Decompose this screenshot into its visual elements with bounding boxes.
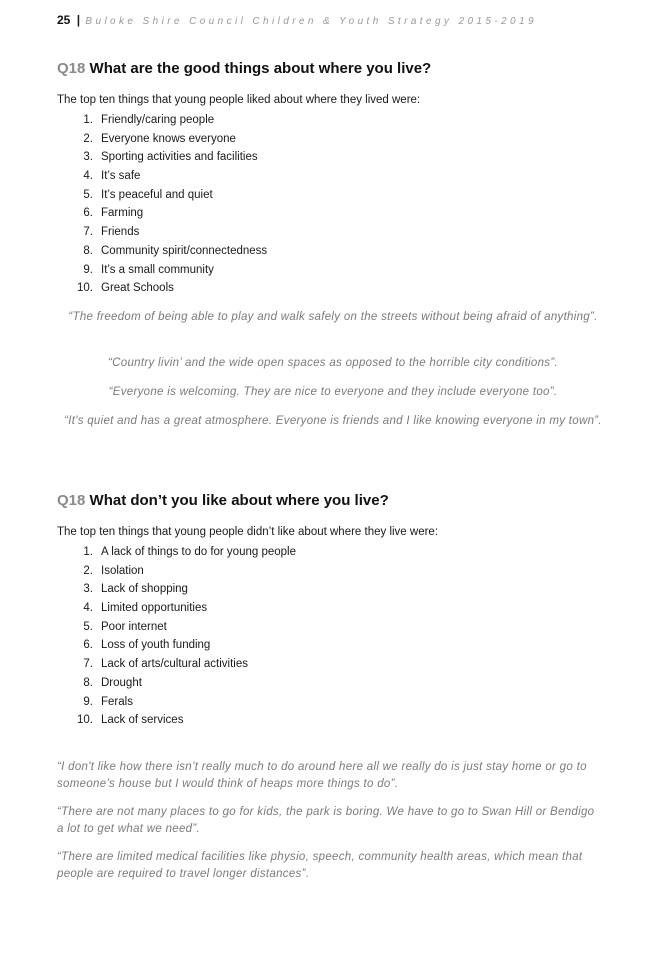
section-intro: The top ten things that young people liked about where they lived were:	[57, 94, 421, 106]
document-title: Buloke Shire Council Children & Youth Strategy 2015-2019	[85, 16, 537, 27]
section-good-things	[57, 60, 617, 295]
quote: “It's quiet and has a great atmosphere. Everyone is friends and I like knowing everyone in my town”.	[64, 415, 602, 427]
list-item: 9. Ferals	[83, 695, 133, 708]
question-text: What are the good things about where you live?	[89, 60, 432, 77]
list-item: 7. Lack of arts/cultural activities	[83, 658, 249, 671]
list-item: 8. Community spirit/connectedness	[83, 244, 268, 257]
list-item: 4. It’s safe	[83, 170, 141, 183]
list-item: 1. A lack of things to do for young people	[83, 546, 296, 558]
question-number: Q18	[57, 492, 86, 509]
list-item: 1. Friendly/caring people	[83, 114, 215, 126]
list-item: 2. Everyone knows everyone	[83, 132, 236, 145]
list-item: 5. Poor internet	[83, 620, 167, 633]
section-heading	[57, 60, 617, 77]
section-heading	[57, 492, 617, 509]
quote: “There are not many places to go for kids, the park is boring. We have to go to Swan Hill or Bendigo a lot to get what we need”.	[57, 806, 595, 835]
list-item: 4. Limited opportunities	[83, 602, 208, 615]
header-separator: |	[76, 13, 81, 27]
list-item: 3. Sporting activities and facilities	[83, 151, 258, 164]
list-item: 6. Loss of youth funding	[83, 639, 211, 652]
dislikes-list	[57, 543, 296, 730]
page-header	[57, 13, 537, 27]
list-item: 8. Drought	[83, 676, 142, 689]
section-dislikes	[57, 492, 617, 727]
section-intro: The top ten things that young people didn’t like about where they live were:	[57, 526, 439, 538]
list-item: 3. Lack of shopping	[83, 583, 188, 596]
list-item: 2. Isolation	[83, 564, 144, 577]
quote: “Country livin’ and the wide open spaces as opposed to the horrible city conditions”.	[108, 357, 558, 369]
list-item: 6. Farming	[83, 207, 144, 220]
list-item: 7. Friends	[83, 226, 140, 239]
list-item: 10. Lack of services	[77, 714, 184, 727]
quote: “There are limited medical facilities like physio, speech, community health areas, which mean that people are required to travel longer distances”.	[57, 851, 583, 880]
question-text: What don’t you like about where you live?	[89, 492, 389, 509]
quote: “I don't like how there isn’t really much to do around here all we really do is just stay home or go to someone’s house but I would think of heaps more things to do”.	[57, 761, 587, 790]
list-item: 9. It’s a small community	[83, 263, 214, 276]
list-item: 10. Great Schools	[77, 282, 174, 295]
page-number: 25	[57, 13, 71, 27]
quote: “The freedom of being able to play and walk safely on the streets without being afraid of anything”.	[68, 311, 598, 323]
question-number: Q18	[57, 60, 86, 77]
list-item: 5. It’s peaceful and quiet	[83, 188, 213, 201]
quote: “Everyone is welcoming. They are nice to everyone and they include everyone too”.	[108, 386, 558, 398]
good-things-list	[57, 111, 267, 298]
